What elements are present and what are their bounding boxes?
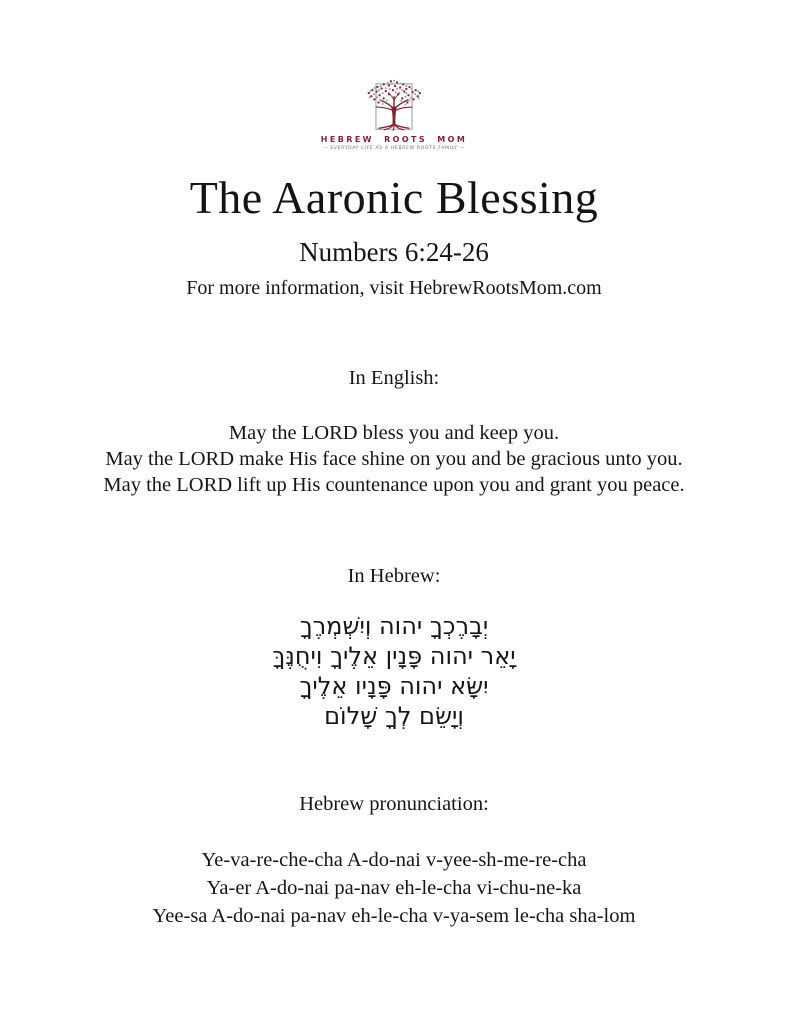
hebrew-line-4: וְיָשֵׂם לְךָ שָׁלוֹם: [324, 701, 464, 730]
hebrew-line-1: יְבָרֶכְךָ יהוה וְיִשְׁמְרֶךָ: [299, 611, 489, 640]
pronunciation-line-1: Ye-va-re-che-cha A-do-nai v-yee-sh-me-re-cha: [201, 848, 587, 871]
page-title: The Aaronic Blessing: [189, 171, 599, 223]
english-line-3: May the LORD lift up His countenance upon you and grant you peace.: [103, 473, 685, 496]
logo-tree-icon: [361, 77, 427, 131]
pronunciation-line-2: Ya-er A-do-nai pa-nav eh-le-cha vi-chu-ne-ka: [206, 876, 582, 899]
logo: [0, 77, 788, 152]
hebrew-line-3: יִשָּׂא יהוה פָּנָיו אֵלֶיךָ: [299, 671, 489, 700]
hebrew-section-heading: In Hebrew:: [347, 564, 441, 587]
scripture-reference: Numbers 6:24-26: [299, 237, 489, 268]
pronunciation-text: [0, 846, 788, 930]
pronunciation-line-3: Yee-sa A-do-nai pa-nav eh-le-cha v-ya-sem le-cha sha-lom: [152, 904, 636, 927]
english-section-heading: In English:: [348, 366, 440, 389]
english-line-1: May the LORD bless you and keep you.: [228, 421, 560, 444]
english-line-2: May the LORD make His face shine on you and be gracious unto you.: [105, 447, 683, 470]
pronunciation-section-heading: Hebrew pronunciation:: [299, 792, 489, 815]
hebrew-blessing: [0, 611, 788, 731]
english-blessing: [0, 420, 788, 498]
hebrew-line-2: יָאֵר יהוה פָּנָין אֵלֶיךָ וִיחֻנֶּךָּ: [272, 641, 516, 670]
logo-brand-text: HEBREW ROOTS MOM: [320, 135, 468, 144]
logo-tagline: — EVERYDAY LIFE AS A HEBREW ROOTS FAMILY —: [322, 146, 465, 151]
info-line: For more information, visit HebrewRootsMom.com: [186, 276, 602, 299]
